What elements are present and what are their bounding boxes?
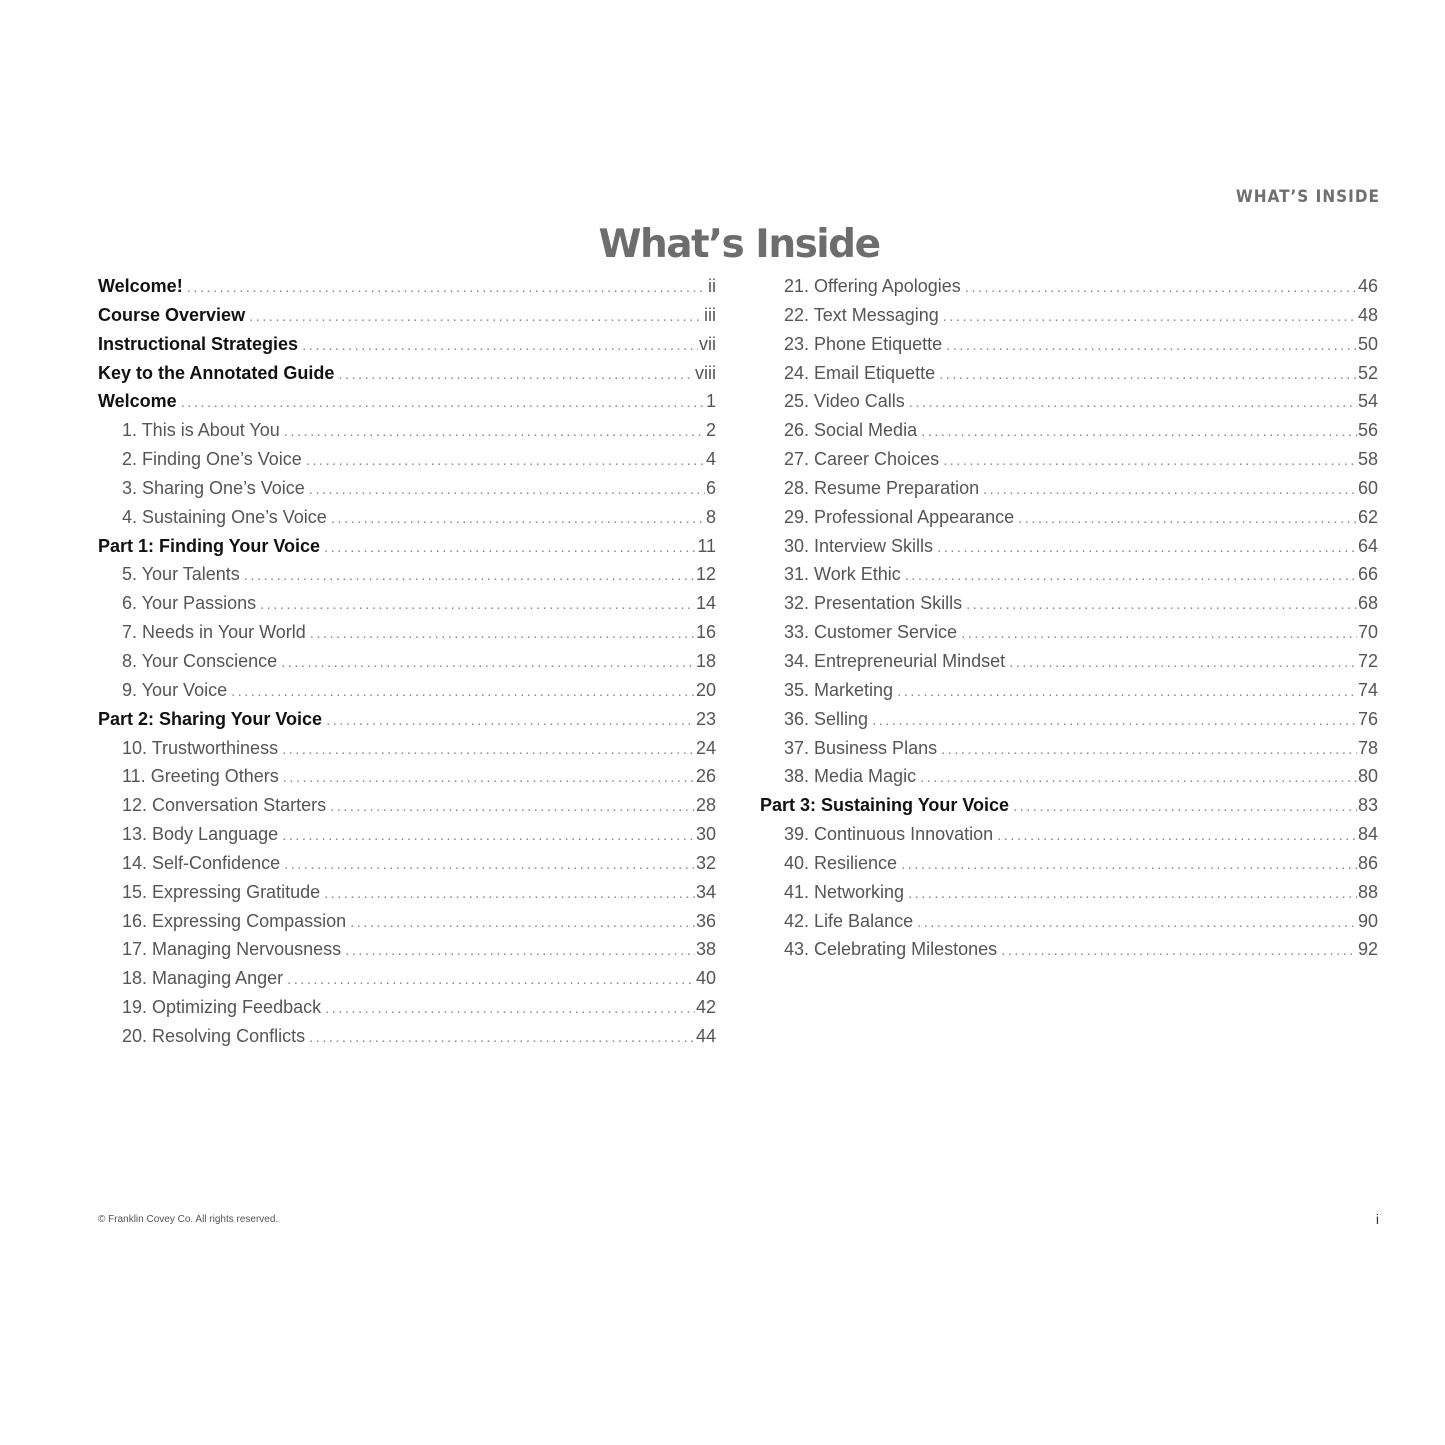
dot-leader (231, 683, 695, 700)
toc-entry-page-number: 14 (695, 593, 716, 614)
dot-leader (284, 856, 695, 873)
dot-leader (282, 827, 695, 844)
toc-entry-page-number: 44 (695, 1025, 716, 1046)
dot-leader (941, 741, 1357, 758)
toc-lesson-entry (98, 651, 716, 680)
toc-entry-label: 43. Celebrating Milestones (784, 939, 998, 960)
toc-entry-label: 35. Marketing (784, 679, 894, 700)
toc-entry-label: 30. Interview Skills (784, 535, 934, 556)
toc-section-entry (98, 334, 716, 363)
toc-entry-page-number: 84 (1357, 824, 1378, 845)
toc-lesson-entry (760, 391, 1378, 420)
dot-leader (1013, 798, 1357, 815)
toc-entry-label: 26. Social Media (784, 420, 918, 441)
dot-leader (181, 394, 705, 411)
toc-lesson-entry (98, 997, 716, 1026)
toc-entry-label: 6. Your Passions (122, 593, 257, 614)
toc-lesson-entry (98, 853, 716, 882)
dot-leader (282, 741, 695, 758)
toc-lesson-entry (760, 507, 1378, 536)
toc-entry-page-number: 86 (1357, 852, 1378, 873)
toc-entry-page-number: 26 (695, 766, 716, 787)
toc-entry-label: 16. Expressing Compassion (122, 910, 347, 931)
footer-page-number: i (1375, 1211, 1379, 1227)
dot-leader (350, 914, 695, 931)
toc-entry-label: 2. Finding One’s Voice (122, 449, 302, 470)
dot-leader (901, 856, 1357, 873)
dot-leader (943, 308, 1357, 325)
toc-entry-label: 15. Expressing Gratitude (122, 881, 321, 902)
toc-lesson-entry (760, 738, 1378, 767)
toc-entry-label: 21. Offering Apologies (784, 276, 961, 296)
dot-leader (997, 827, 1357, 844)
toc-entry-page-number: 18 (695, 650, 716, 671)
toc-entry-label: 23. Phone Etiquette (784, 333, 943, 354)
dot-leader (897, 683, 1357, 700)
toc-entry-label: 12. Conversation Starters (122, 795, 327, 816)
toc-entry-label: Part 2: Sharing Your Voice (98, 708, 323, 729)
dot-leader (965, 279, 1357, 296)
dot-leader (909, 394, 1357, 411)
dot-leader (946, 337, 1357, 354)
dot-leader (920, 769, 1357, 786)
toc-lesson-entry (760, 709, 1378, 738)
toc-entry-page-number: 20 (695, 679, 716, 700)
toc-entry-label: 34. Entrepreneurial Mindset (784, 650, 1006, 671)
dot-leader (281, 654, 695, 671)
toc-entry-label: 24. Email Etiquette (784, 362, 936, 383)
toc-entry-page-number: 74 (1357, 679, 1378, 700)
dot-leader (943, 452, 1357, 469)
toc-entry-page-number: 28 (695, 795, 716, 816)
dot-leader (309, 1029, 695, 1046)
running-head: WHAT’S INSIDE (1235, 187, 1380, 207)
toc-entry-label: 14. Self-Confidence (122, 852, 281, 873)
toc-entry-label: 10. Trustworthiness (122, 737, 279, 758)
dot-leader (287, 971, 695, 988)
toc-lesson-entry (98, 478, 716, 507)
dot-leader (330, 798, 695, 815)
toc-lesson-entry (760, 651, 1378, 680)
dot-leader (244, 567, 695, 584)
toc-entry-page-number: 76 (1357, 708, 1378, 729)
toc-lesson-entry (760, 363, 1378, 392)
toc-entry-label: 8. Your Conscience (122, 650, 278, 671)
toc-entry-page-number: 40 (695, 968, 716, 989)
toc-entry-label: 4. Sustaining One’s Voice (122, 506, 327, 527)
toc-lesson-entry (98, 795, 716, 824)
toc-section-entry (98, 536, 716, 565)
toc-entry-page-number: 92 (1357, 939, 1378, 960)
toc-entry-page-number: 62 (1357, 506, 1378, 527)
toc-entry-label: 42. Life Balance (784, 910, 914, 931)
dot-leader (187, 279, 707, 296)
toc-lesson-entry (98, 766, 716, 795)
toc-section-entry (98, 305, 716, 334)
toc-lesson-entry (760, 420, 1378, 449)
toc-lesson-entry (760, 478, 1378, 507)
toc-entry-label: 19. Optimizing Feedback (122, 997, 322, 1018)
toc-entry-page-number: 56 (1357, 420, 1378, 441)
toc-entry-page-number: 16 (695, 622, 716, 643)
dot-leader (331, 510, 705, 527)
dot-leader (921, 423, 1357, 440)
toc-entry-page-number: 38 (695, 939, 716, 960)
toc-entry-page-number: 32 (695, 852, 716, 873)
toc-entry-page-number: 54 (1357, 391, 1378, 412)
dot-leader (345, 942, 695, 959)
toc-entry-page-number: 58 (1357, 449, 1378, 470)
toc-entry-page-number: 78 (1357, 737, 1378, 758)
toc-entry-page-number: 4 (705, 449, 716, 470)
toc-entry-page-number: 11 (697, 535, 716, 556)
toc-entry-page-number: ii (708, 276, 716, 296)
toc-section-entry (98, 276, 716, 305)
toc-lesson-entry (760, 536, 1378, 565)
toc-entry-label: 22. Text Messaging (784, 304, 939, 325)
toc-entry-page-number: 6 (705, 477, 716, 498)
toc-lesson-entry (98, 507, 716, 536)
toc-lesson-entry (98, 1026, 716, 1055)
toc-lesson-entry (760, 939, 1378, 968)
toc-lesson-entry (98, 939, 716, 968)
toc-entry-page-number: 60 (1357, 477, 1378, 498)
toc-section-entry (98, 709, 716, 738)
toc-entry-page-number: 24 (695, 737, 716, 758)
toc-entry-label: 27. Career Choices (784, 449, 940, 470)
toc-lesson-entry (98, 622, 716, 651)
dot-leader (249, 308, 703, 325)
toc-entry-label: 18. Managing Anger (122, 968, 284, 989)
toc-left-column (98, 276, 716, 1055)
toc-lesson-entry (98, 911, 716, 940)
toc-lesson-entry (98, 968, 716, 997)
page-title: What’s Inside (598, 222, 880, 267)
toc-entry-page-number: 66 (1357, 564, 1378, 585)
toc-entry-label: 25. Video Calls (784, 391, 905, 412)
toc-lesson-entry (98, 449, 716, 478)
dot-leader (1001, 942, 1357, 959)
toc-entry-page-number: 50 (1357, 333, 1378, 354)
toc-entry-page-number: 68 (1357, 593, 1378, 614)
toc-lesson-entry (760, 911, 1378, 940)
dot-leader (939, 366, 1357, 383)
toc-lesson-entry (760, 824, 1378, 853)
toc-entry-page-number: 1 (705, 391, 716, 412)
toc-entry-page-number: 90 (1357, 910, 1378, 931)
toc-entry-label: 9. Your Voice (122, 679, 228, 700)
toc-entry-label: 1. This is About You (122, 420, 280, 441)
toc-lesson-entry (760, 334, 1378, 363)
toc-entry-label: 40. Resilience (784, 852, 898, 873)
dot-leader (324, 885, 695, 902)
toc-section-entry (98, 391, 716, 420)
toc-entry-page-number: iii (704, 304, 716, 325)
toc-entry-label: 39. Continuous Innovation (784, 824, 994, 845)
toc-entry-label: Key to the Annotated Guide (98, 362, 335, 383)
toc-entry-page-number: 52 (1357, 362, 1378, 383)
toc-lesson-entry (760, 593, 1378, 622)
toc-entry-page-number: 72 (1357, 650, 1378, 671)
dot-leader (983, 481, 1357, 498)
toc-lesson-entry (760, 564, 1378, 593)
toc-entry-label: 38. Media Magic (784, 766, 917, 787)
toc-entry-label: 37. Business Plans (784, 737, 938, 758)
toc-entry-page-number: 2 (705, 420, 716, 441)
toc-lesson-entry (98, 882, 716, 911)
dot-leader (283, 769, 695, 786)
toc-entry-label: Instructional Strategies (98, 333, 299, 354)
toc-entry-page-number: 23 (695, 708, 716, 729)
dot-leader (937, 539, 1357, 556)
dot-leader (961, 625, 1357, 642)
toc-entry-label: 11. Greeting Others (122, 766, 279, 787)
toc-lesson-entry (98, 564, 716, 593)
toc-entry-page-number: 36 (695, 910, 716, 931)
dot-leader (260, 596, 695, 613)
toc-entry-page-number: 12 (695, 564, 716, 585)
toc-entry-label: 31. Work Ethic (784, 564, 901, 585)
dot-leader (905, 567, 1357, 584)
toc-entry-label: 17. Managing Nervousness (122, 939, 342, 960)
toc-entry-page-number: 8 (705, 506, 716, 527)
toc-entry-page-number: 64 (1357, 535, 1378, 556)
toc-lesson-entry (760, 305, 1378, 334)
toc-entry-label: 41. Networking (784, 881, 905, 902)
dot-leader (908, 885, 1357, 902)
toc-entry-label: Part 3: Sustaining Your Voice (760, 795, 1010, 816)
toc-entry-label: Welcome! (98, 276, 183, 296)
dot-leader (306, 452, 705, 469)
toc-lesson-entry (98, 420, 716, 449)
toc-lesson-entry (760, 853, 1378, 882)
toc-entry-page-number: 42 (695, 997, 716, 1018)
toc-entry-label: 3. Sharing One’s Voice (122, 477, 305, 498)
dot-leader (917, 914, 1357, 931)
dot-leader (1018, 510, 1357, 527)
toc-right-column (760, 276, 1378, 968)
dot-leader (966, 596, 1357, 613)
toc-entry-label: 29. Professional Appearance (784, 506, 1015, 527)
toc-entry-label: 36. Selling (784, 708, 869, 729)
toc-entry-label: Course Overview (98, 304, 246, 325)
toc-entry-page-number: vii (699, 333, 716, 354)
dot-leader (284, 423, 705, 440)
toc-lesson-entry (98, 593, 716, 622)
toc-entry-label: 13. Body Language (122, 824, 279, 845)
toc-entry-page-number: viii (695, 362, 716, 383)
toc-entry-page-number: 70 (1357, 622, 1378, 643)
toc-lesson-entry (760, 276, 1378, 305)
dot-leader (872, 712, 1357, 729)
toc-entry-page-number: 48 (1357, 304, 1378, 325)
toc-entry-page-number: 88 (1357, 881, 1378, 902)
dot-leader (302, 337, 698, 354)
toc-entry-page-number: 34 (695, 881, 716, 902)
toc-entry-page-number: 46 (1357, 276, 1378, 296)
toc-entry-label: 7. Needs in Your World (122, 622, 306, 643)
toc-lesson-entry (98, 738, 716, 767)
toc-entry-page-number: 80 (1357, 766, 1378, 787)
toc-lesson-entry (98, 824, 716, 853)
toc-lesson-entry (760, 449, 1378, 478)
toc-section-entry (760, 795, 1378, 824)
footer-copyright: © Franklin Covey Co. All rights reserved. (98, 1214, 279, 1225)
toc-entry-label: 33. Customer Service (784, 622, 958, 643)
toc-lesson-entry (760, 622, 1378, 651)
dot-leader (324, 539, 696, 556)
toc-entry-label: Part 1: Finding Your Voice (98, 535, 321, 556)
toc-entry-label: 20. Resolving Conflicts (122, 1025, 306, 1046)
toc-lesson-entry (760, 882, 1378, 911)
toc-lesson-entry (760, 680, 1378, 709)
toc-lesson-entry (760, 766, 1378, 795)
dot-leader (326, 712, 695, 729)
toc-section-entry (98, 363, 716, 392)
toc-entry-page-number: 30 (695, 824, 716, 845)
toc-entry-label: 5. Your Talents (122, 564, 240, 585)
toc-entry-label: 28. Resume Preparation (784, 477, 980, 498)
toc-lesson-entry (98, 680, 716, 709)
dot-leader (309, 481, 705, 498)
toc-entry-page-number: 83 (1357, 795, 1378, 816)
toc-entry-label: Welcome (98, 391, 177, 412)
dot-leader (1009, 654, 1357, 671)
dot-leader (310, 625, 695, 642)
dot-leader (338, 366, 694, 383)
toc-entry-label: 32. Presentation Skills (784, 593, 963, 614)
dot-leader (325, 1000, 695, 1017)
